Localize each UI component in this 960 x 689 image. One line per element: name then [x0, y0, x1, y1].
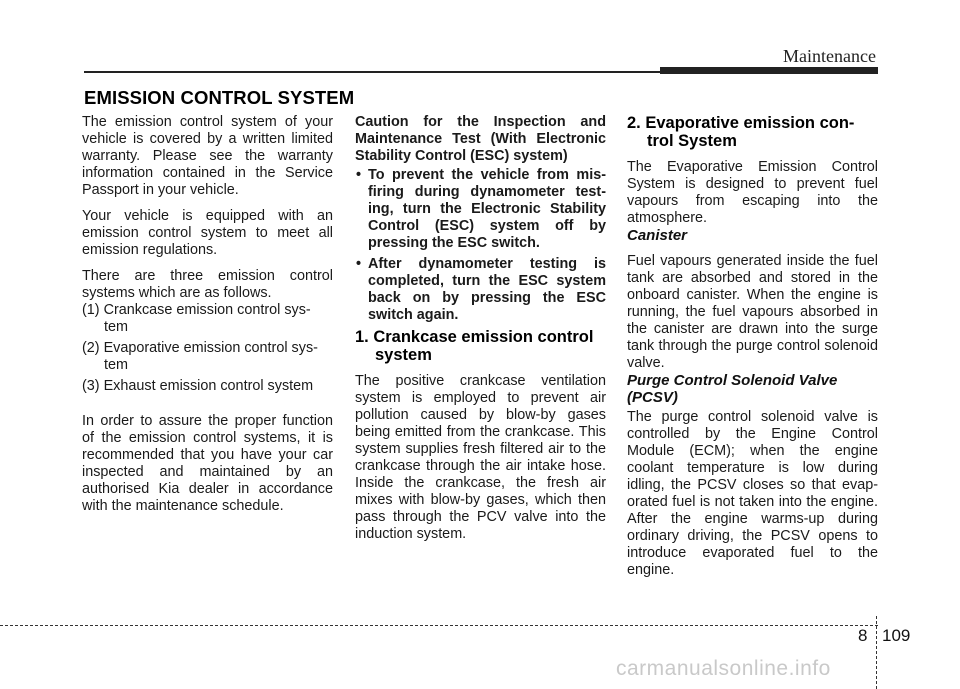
list-item: (3) Exhaust emission control system [82, 378, 314, 394]
bullet-text: After dynamometer testing is completed, turn the ESC system back on by pressing the ESC switch again. [368, 256, 606, 323]
crankcase-heading: 1. Crankcase emission control system [355, 328, 594, 364]
chapter-title: Maintenance [783, 46, 876, 66]
header-bar [660, 67, 878, 74]
column-3 [627, 114, 878, 579]
equipment-paragraph: Your vehicle is equipped with an emission control system to meet all emission regulations. [82, 208, 333, 258]
intro-paragraph: The emission control system of your vehicle is covered by a written limited warranty. Please see the warranty information contained in the Service Passport in your vehicle. [82, 114, 333, 198]
chapter-number: 8 [858, 626, 868, 645]
bullet-icon: • [356, 256, 362, 272]
section-title: EMISSION CONTROL SYSTEM [84, 87, 355, 108]
page-number: 109 [882, 626, 911, 645]
caution-title: Caution for the Inspection and Maintenance Test (With Electronic Stability Control (ESC) system) [355, 114, 606, 164]
page-divider [876, 616, 877, 689]
evaporative-heading: 2. Evaporative emission con-trol System [627, 114, 855, 150]
pcsv-paragraph: The purge control solenoid valve is controlled by the Engine Control Module (ECM); when the engine coolant temperature is low during idling, the PCSV closes so that evap-orated fuel is not taken into the engine. After the engine warms-up during ordinary driving, the PCSV opens to introduce evaporated fuel to the engine. [627, 409, 878, 578]
list-item: (1) Crankcase emission control sys-tem [82, 302, 311, 335]
column-1 [82, 114, 333, 515]
systems-intro-paragraph: There are three emission control systems which are as follows. [82, 268, 333, 301]
systems-list [82, 302, 333, 395]
bullet-icon: • [356, 167, 362, 183]
list-item [355, 167, 606, 252]
caution-bullets [355, 167, 606, 324]
bullet-text: To prevent the vehicle from mis-firing during dynamometer test-ing, turn the Electronic Stability Control (ESC) system off by pressing the ESC switch. [368, 167, 606, 251]
canister-heading: Canister [627, 227, 688, 244]
crankcase-paragraph: The positive crankcase ventilation system is employed to prevent air pollution caused by blow-by gases being emitted from the crankcase. This system supplies fresh filtered air to the crankcase through the air intake hose. Inside the crankcase, the fresh air mixes with blow-by gases, which then pass through the PCV valve into the induction system. [355, 373, 606, 542]
maintenance-paragraph: In order to assure the proper function of the emission control systems, it is recommended that you have your car inspected and maintained by an authorised Kia dealer in accordance with the maintenance schedule. [82, 413, 333, 514]
column-2 [355, 114, 606, 543]
list-item [355, 256, 606, 324]
watermark: carmanualsonline.info [616, 657, 831, 680]
footer-rule [0, 625, 878, 626]
canister-paragraph: Fuel vapours generated inside the fuel tank are absorbed and stored in the onboard canister. When the engine is running, the fuel vapours absorbed in the canister are drawn into the surge tank through the purge control solenoid valve. [627, 253, 878, 371]
header-rule [84, 71, 660, 73]
pcsv-heading: Purge Control Solenoid Valve (PCSV) [627, 372, 838, 406]
list-item: (2) Evaporative emission control sys-tem [82, 340, 318, 373]
evaporative-paragraph: The Evaporative Emission Control System is designed to prevent fuel vapours from escaping into the atmosphere. [627, 159, 878, 226]
